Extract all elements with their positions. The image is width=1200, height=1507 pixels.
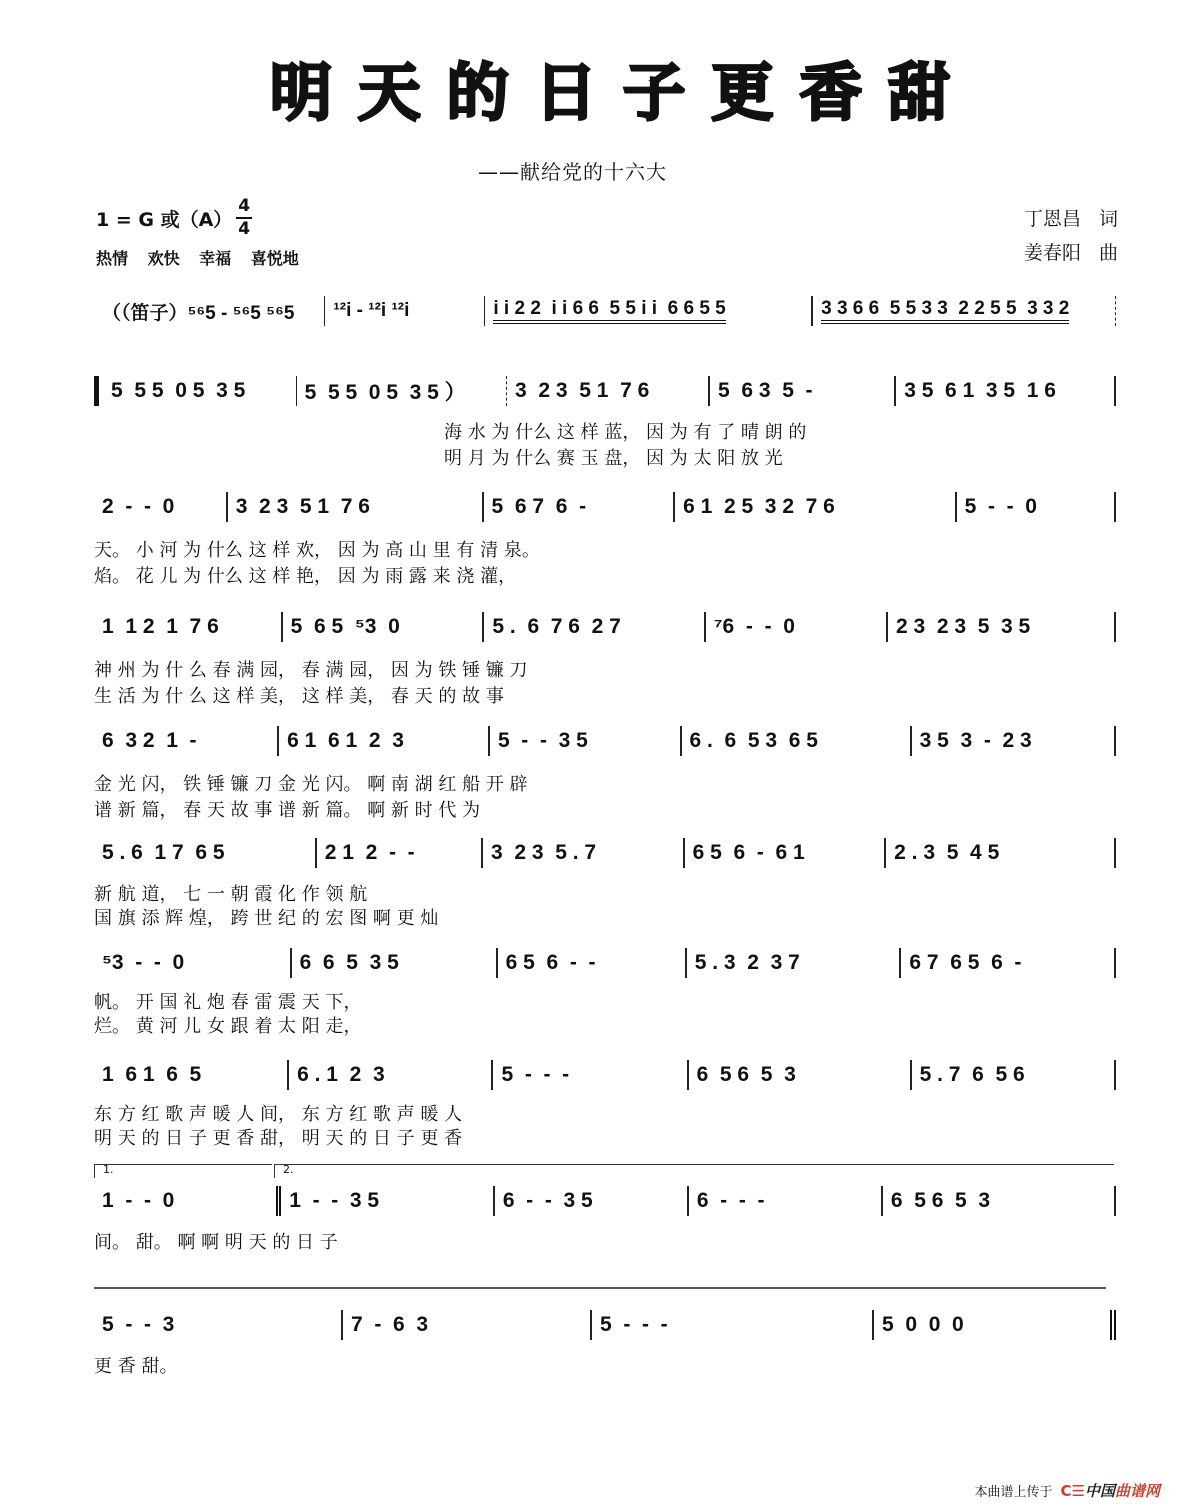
measure: ⁵3 - - 0 (94, 948, 292, 978)
lyricist-line (1024, 202, 1118, 236)
measure: 5 - - - (592, 1310, 874, 1340)
measure: 6 7 6 5 6 - (901, 948, 1116, 978)
measure: 5 5 5 0 5 3 5 ） (297, 376, 507, 406)
measure: 5 - - 3 (94, 1310, 343, 1340)
measure: 5 . 3 2 3 7 (687, 948, 902, 978)
measure: 6 . 1 2 3 (289, 1060, 493, 1090)
key-signature (96, 198, 252, 238)
measure: 5 - - 3 5 (490, 726, 682, 756)
title-char: 的 (446, 56, 509, 129)
notes-line (94, 492, 1116, 522)
measure: 6 . 6 5 3 6 5 (682, 726, 912, 756)
measure (813, 296, 1116, 326)
measure: 6 - - - (689, 1186, 883, 1216)
measure: 7 - 6 3 (343, 1310, 592, 1340)
notes-line (94, 948, 1116, 978)
notes-line (94, 612, 1116, 642)
site-name-a: 中国 (1084, 1482, 1115, 1500)
time-signature (236, 198, 252, 238)
title-char: 明 (270, 56, 333, 129)
notes-line (94, 838, 1116, 868)
lyrics-verse-2: 国 旗 添 辉 煌， 跨 世 纪 的 宏 图 啊 更 灿 (94, 908, 439, 929)
time-denominator: 4 (238, 219, 251, 239)
measure: 5 - - 0 (957, 492, 1116, 522)
measure: 3 5 6 1 3 5 1 6 (896, 376, 1116, 406)
measure: 2 1 2 - - (317, 838, 483, 868)
ce-logo-icon: C☰ (1060, 1481, 1085, 1500)
measure: ⁷6 - - 0 (706, 612, 888, 642)
composer-line (1024, 236, 1118, 270)
measure (485, 296, 813, 326)
measure: 3 2 3 5 1 7 6 (507, 376, 710, 406)
notes-line (94, 376, 1116, 406)
lyricist-role: 词 (1098, 208, 1118, 230)
measure: 6 1 6 1 2 3 (279, 726, 490, 756)
song-title (270, 58, 950, 128)
lyrics-verse-1: 天。 小 河 为 什么 这 样 欢， 因 为 高 山 里 有 清 泉。 (94, 540, 540, 561)
composer-role: 曲 (1098, 242, 1118, 264)
notes-line (94, 1310, 1116, 1340)
divider-line (94, 1287, 1106, 1289)
lyrics-verse-2: 明 月 为 什么 赛 玉 盘， 因 为 太 阳 放 光 (444, 448, 783, 469)
measure: 5 . 7 6 5 6 (912, 1060, 1116, 1090)
lyrics-verse-2: 明 天 的 日 子 更 香 甜， 明 天 的 日 子 更 香 (94, 1128, 463, 1149)
measure: 1 - - 3 5 (281, 1186, 495, 1216)
lyrics-verse-1: 东 方 红 歌 声 暖 人 间， 东 方 红 歌 声 暖 人 (94, 1104, 463, 1125)
title-char: 子 (623, 56, 686, 129)
lyrics-verse-2: 烂。 黄 河 儿 女 跟 着 太 阳 走， (94, 1016, 362, 1037)
title-char: 天 (358, 56, 421, 129)
site-name-b: 曲谱网 (1114, 1482, 1160, 1500)
footer-text: 本曲谱上传于 (974, 1485, 1053, 1500)
title-char: 日 (534, 56, 597, 129)
lyrics-verse-2: 生 活 为 什 么 这 样 美， 这 样 美， 春 天 的 故 事 (94, 686, 504, 707)
note-group: 3 3 6 6 5 5 3 3 2 2 5 5 3 3 2 (821, 298, 1069, 324)
note-group: i i 2 2 i i 6 6 5 5 i i 6 6 5 5 (493, 298, 725, 324)
measure: 6 5 6 5 3 (883, 1186, 1116, 1216)
measure: ¹²i - ¹²i ¹²i (325, 296, 485, 326)
lyrics-verse-1: 神 州 为 什 么 春 满 园， 春 满 园， 因 为 铁 锤 镰 刀 (94, 660, 528, 681)
measure: 3 2 3 5 1 7 6 (228, 492, 484, 522)
key-text: 1 = G 或（A） (96, 208, 233, 231)
measure: 1 - - 0 (94, 1186, 281, 1216)
measure: 1 1 2 1 7 6 (94, 612, 283, 642)
measure: 2 . 3 5 4 5 (886, 838, 1116, 868)
measure: 5 0 0 0 (874, 1310, 1116, 1340)
lyrics-verse-2: 焰。 花 儿 为 什么 这 样 艳， 因 为 雨 露 来 浇 灌， (94, 566, 517, 587)
tempo-marking: 热情 欢快 幸福 喜悦地 (96, 249, 299, 268)
lyrics-verse-1: 更 香 甜。 (94, 1356, 178, 1377)
lyrics-verse-1: 金 光 闪， 铁 锤 镰 刀 金 光 闪。 啊 南 湖 红 船 开 辟 (94, 774, 528, 795)
credits (1024, 202, 1118, 270)
measure: 5 6 7 6 - (484, 492, 676, 522)
notes-line (94, 1060, 1116, 1090)
upload-footer (974, 1480, 1160, 1501)
measure: 5 . 6 1 7 6 5 (94, 838, 317, 868)
measure: 1 6 1 6 5 (94, 1060, 289, 1090)
measure: 6 - - 3 5 (495, 1186, 689, 1216)
notes-line (94, 726, 1116, 756)
lyricist-name: 丁恩昌 (1023, 208, 1081, 230)
measure: 6 6 5 3 5 (292, 948, 498, 978)
lyrics-verse-1: 海 水 为 什么 这 样 蓝， 因 为 有 了 晴 朗 的 (444, 422, 807, 443)
measure: 3 2 3 5 . 7 (483, 838, 685, 868)
measure: 6 5 6 - 6 1 (685, 838, 887, 868)
measure: 5 . 6 7 6 2 7 (484, 612, 705, 642)
measure: 5 - - - (493, 1060, 688, 1090)
lyrics-verse-1: 帆。 开 国 礼 炮 春 雷 震 天 下， (94, 992, 362, 1013)
measure: 6 1 2 5 3 2 7 6 (675, 492, 957, 522)
measure: 2 - - 0 (94, 492, 228, 522)
volta-bracket-1: 1. (94, 1164, 272, 1178)
volta-bracket-2: 2. (274, 1164, 1114, 1178)
measure: （（笛子）⁵⁶5 - ⁵⁶5 ⁵⁶5 (94, 296, 325, 326)
measure: 3 5 3 - 2 3 (912, 726, 1116, 756)
measure: 6 5 6 5 3 (689, 1060, 912, 1090)
notes-line (94, 1186, 1116, 1216)
site-logo[interactable] (1085, 1480, 1160, 1501)
lyrics-verse-2: 谱 新 篇， 春 天 故 事 谱 新 篇。 啊 新 时 代 为 (94, 800, 481, 821)
measure: 5 6 3 5 - (710, 376, 896, 406)
measure: 6 5 6 - - (498, 948, 687, 978)
measure: 6 3 2 1 - (94, 726, 279, 756)
time-numerator: 4 (236, 198, 252, 219)
lyrics-verse-1: 间。 甜。 啊 啊 明 天 的 日 子 (94, 1232, 338, 1253)
measure: 5 5 5 0 5 3 5 (94, 376, 297, 406)
subtitle: ——献给党的十六大 (478, 160, 667, 184)
lyrics-verse-1: 新 航 道， 七 一 朝 霞 化 作 领 航 (94, 884, 368, 905)
title-char: 更 (711, 56, 774, 129)
composer-name: 姜春阳 (1023, 242, 1081, 264)
notes-line (94, 296, 1116, 326)
measure: 5 6 5 ⁵3 0 (283, 612, 485, 642)
measure: 2 3 2 3 5 3 5 (888, 612, 1116, 642)
title-char: 甜 (887, 56, 950, 129)
title-char: 香 (799, 56, 862, 129)
